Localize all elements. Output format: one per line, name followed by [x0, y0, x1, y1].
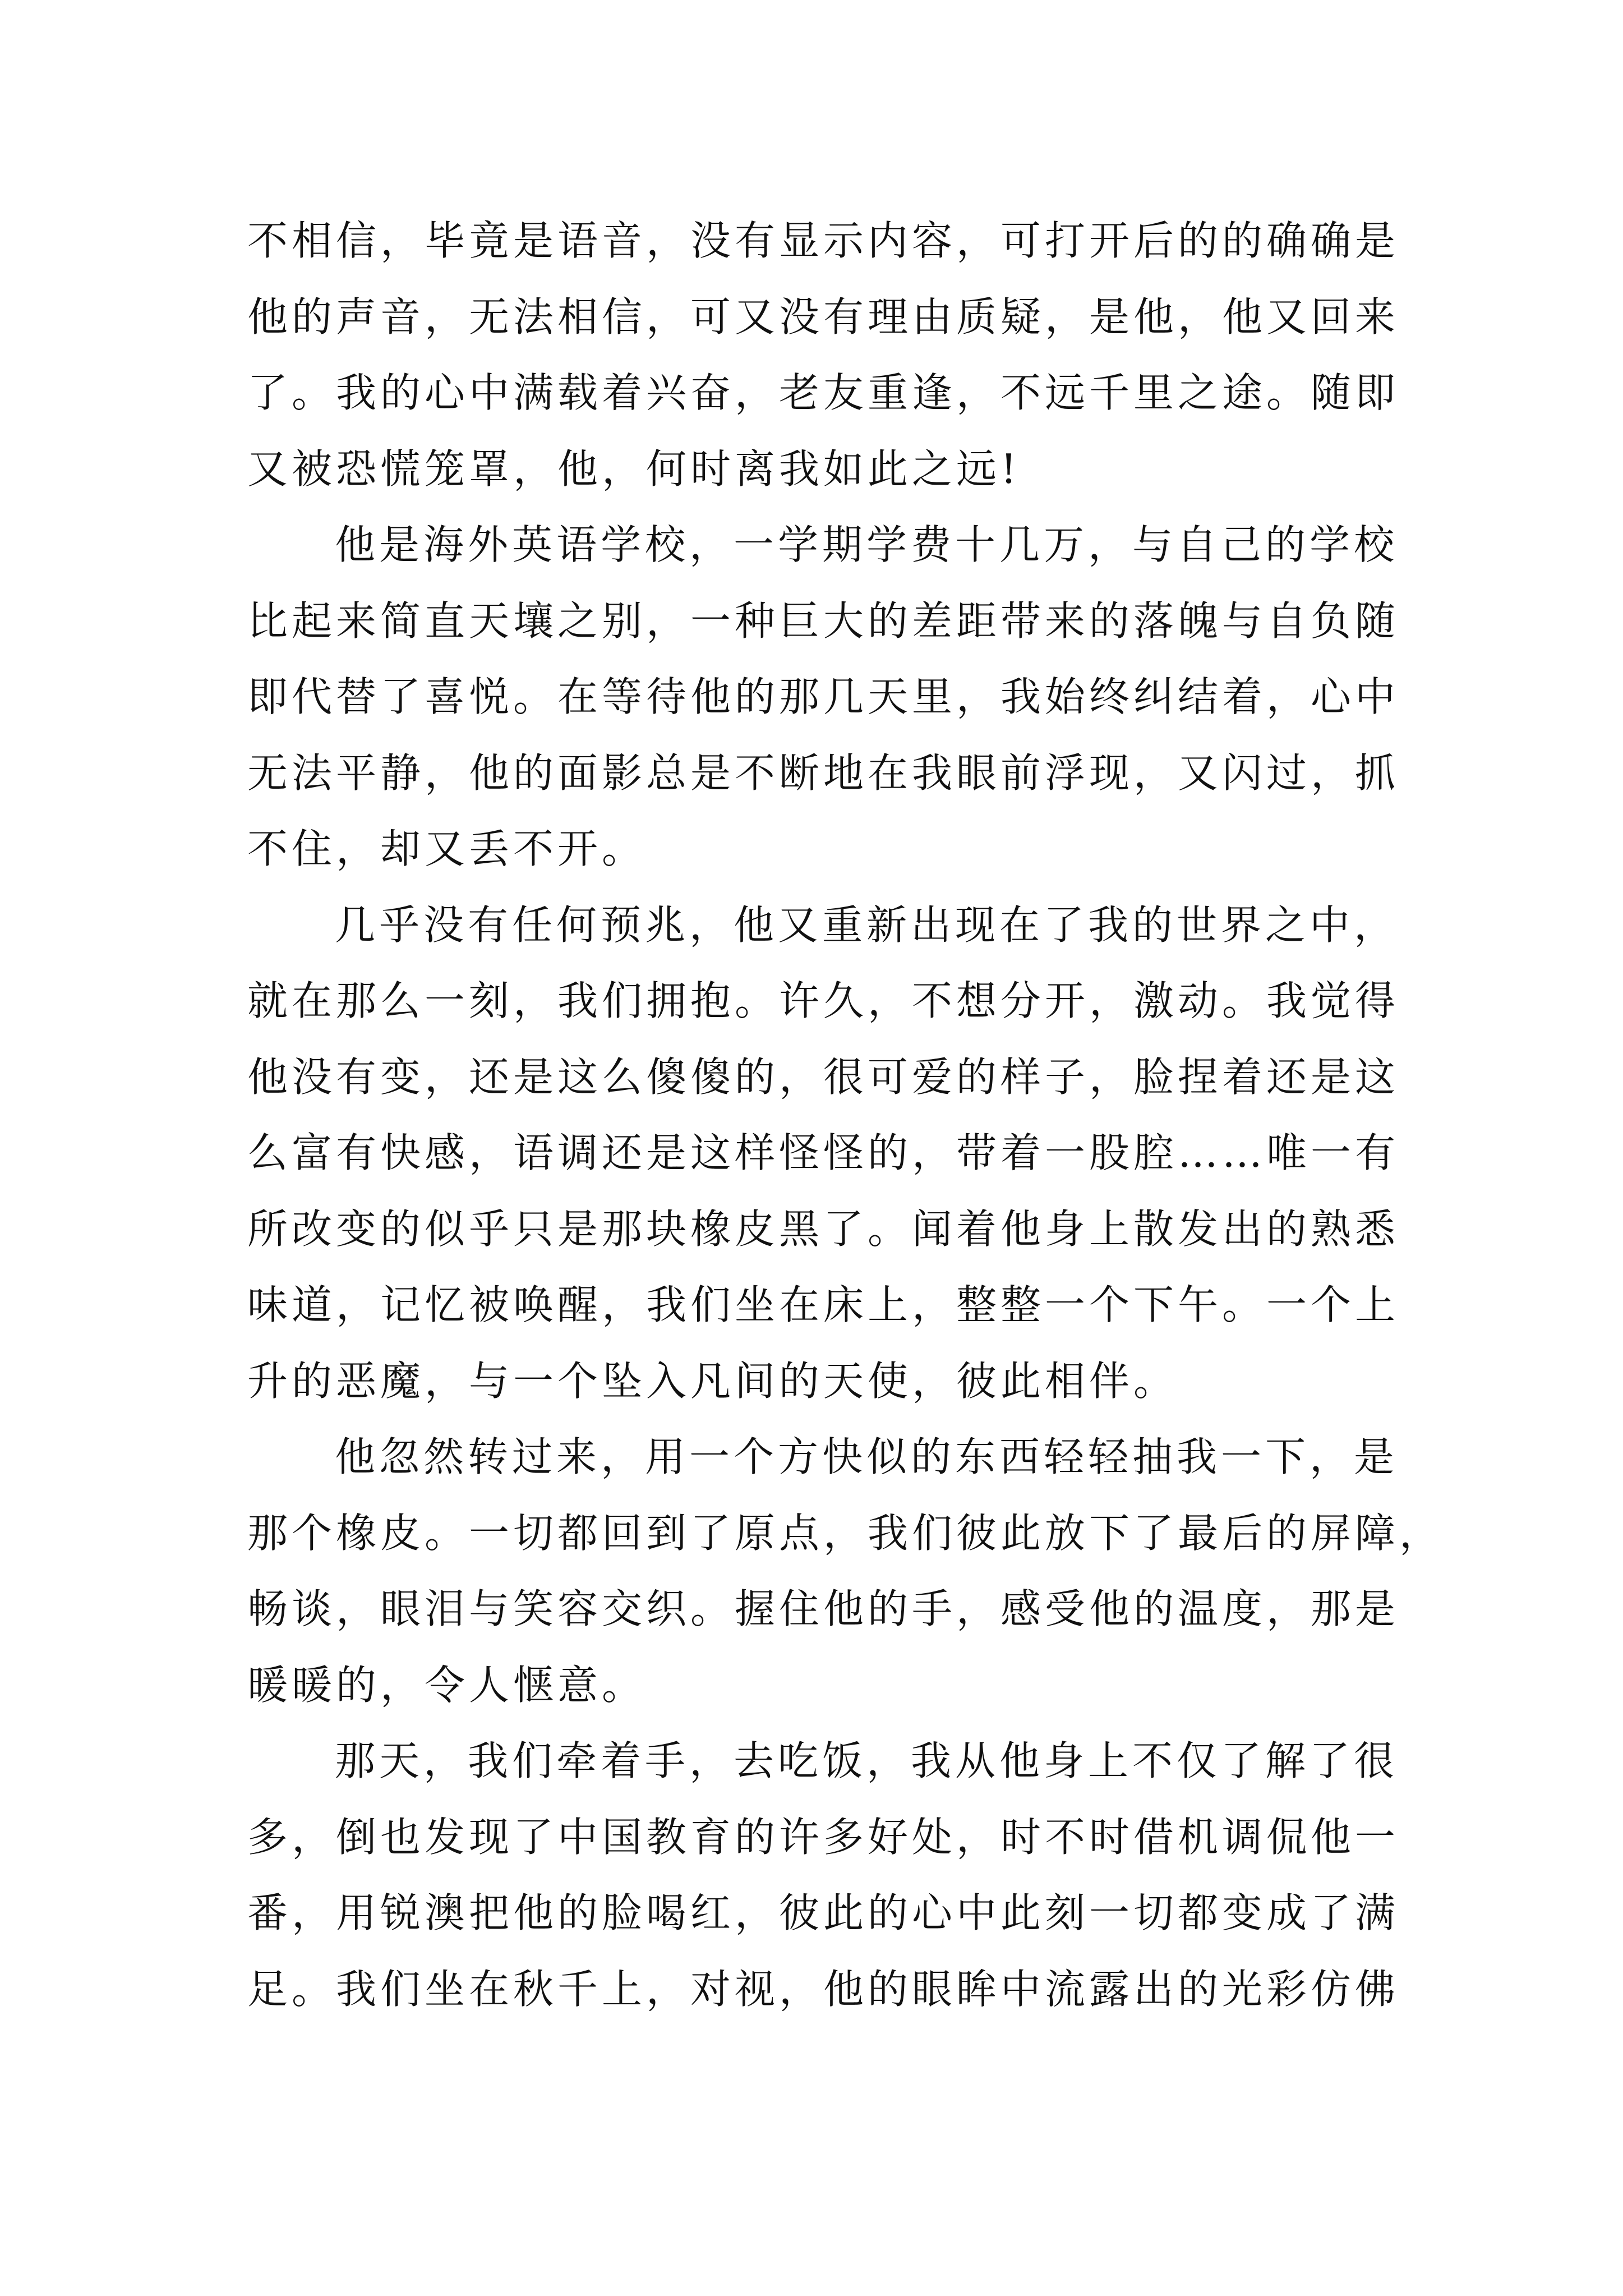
text-line: 多，倒也发现了中国教育的许多好处，时不时借机调侃他一	[247, 1813, 1400, 1861]
paragraph-2	[247, 507, 1400, 887]
text-line: 他忽然转过来，用一个方快似的东西轻轻抽我一下，是	[335, 1433, 1399, 1480]
text-line: 那天，我们牵着手，去吃饭，我从他身上不仅了解了很	[335, 1737, 1399, 1784]
paragraph-3	[247, 887, 1400, 1420]
text-line: 么富有快感，语调还是这样怪怪的，带着一股腔……唯一有	[247, 1129, 1400, 1176]
text-line: 那个橡皮。一切都回到了原点，我们彼此放下了最后的屏障，	[247, 1509, 1444, 1557]
text-line: 几乎没有任何预兆，他又重新出现在了我的世界之中，	[335, 901, 1399, 949]
text-line: 即代替了喜悦。在等待他的那几天里，我始终纠结着，心中	[247, 673, 1400, 720]
paragraph-4	[247, 1419, 1444, 1723]
text-line: 了。我的心中满载着兴奋，老友重逢，不远千里之途。随即	[247, 369, 1400, 416]
text-line: 又被恐慌笼罩，他，何时离我如此之远!	[247, 445, 1021, 493]
text-line: 味道，记忆被唤醒，我们坐在床上，整整一个下午。一个上	[247, 1281, 1400, 1328]
text-line: 升的恶魔，与一个坠入凡间的天使，彼此相伴。	[247, 1357, 1178, 1405]
text-line: 不住，却又丢不开。	[247, 825, 647, 872]
text-line: 番，用锐澳把他的脸喝红，彼此的心中此刻一切都变成了满	[247, 1889, 1400, 1936]
text-line: 他是海外英语学校，一学期学费十几万，与自己的学校	[335, 521, 1399, 568]
text-line: 他的声音，无法相信，可又没有理由质疑，是他，他又回来	[247, 293, 1400, 341]
text-line: 就在那么一刻，我们拥抱。许久，不想分开，激动。我觉得	[247, 977, 1400, 1024]
paragraph-5	[247, 1723, 1400, 2027]
text-line: 畅谈，眼泪与笑容交织。握住他的手，感受他的温度，那是	[247, 1585, 1400, 1632]
text-line: 暖暖的，令人惬意。	[247, 1661, 647, 1709]
text-line: 足。我们坐在秋千上，对视，他的眼眸中流露出的光彩仿佛	[247, 1965, 1400, 2013]
body-text	[247, 203, 1444, 2027]
text-line: 所改变的似乎只是那块橡皮黑了。闻着他身上散发出的熟悉	[247, 1205, 1400, 1253]
text-line: 不相信，毕竟是语音，没有显示内容，可打开后的的确确是	[247, 217, 1400, 264]
text-line: 无法平静，他的面影总是不断地在我眼前浮现，又闪过，抓	[247, 749, 1400, 797]
text-line: 他没有变，还是这么傻傻的，很可爱的样子，脸捏着还是这	[247, 1053, 1400, 1101]
paragraph-1	[247, 203, 1400, 507]
text-line: 比起来简直天壤之别，一种巨大的差距带来的落魄与自负随	[247, 597, 1400, 645]
